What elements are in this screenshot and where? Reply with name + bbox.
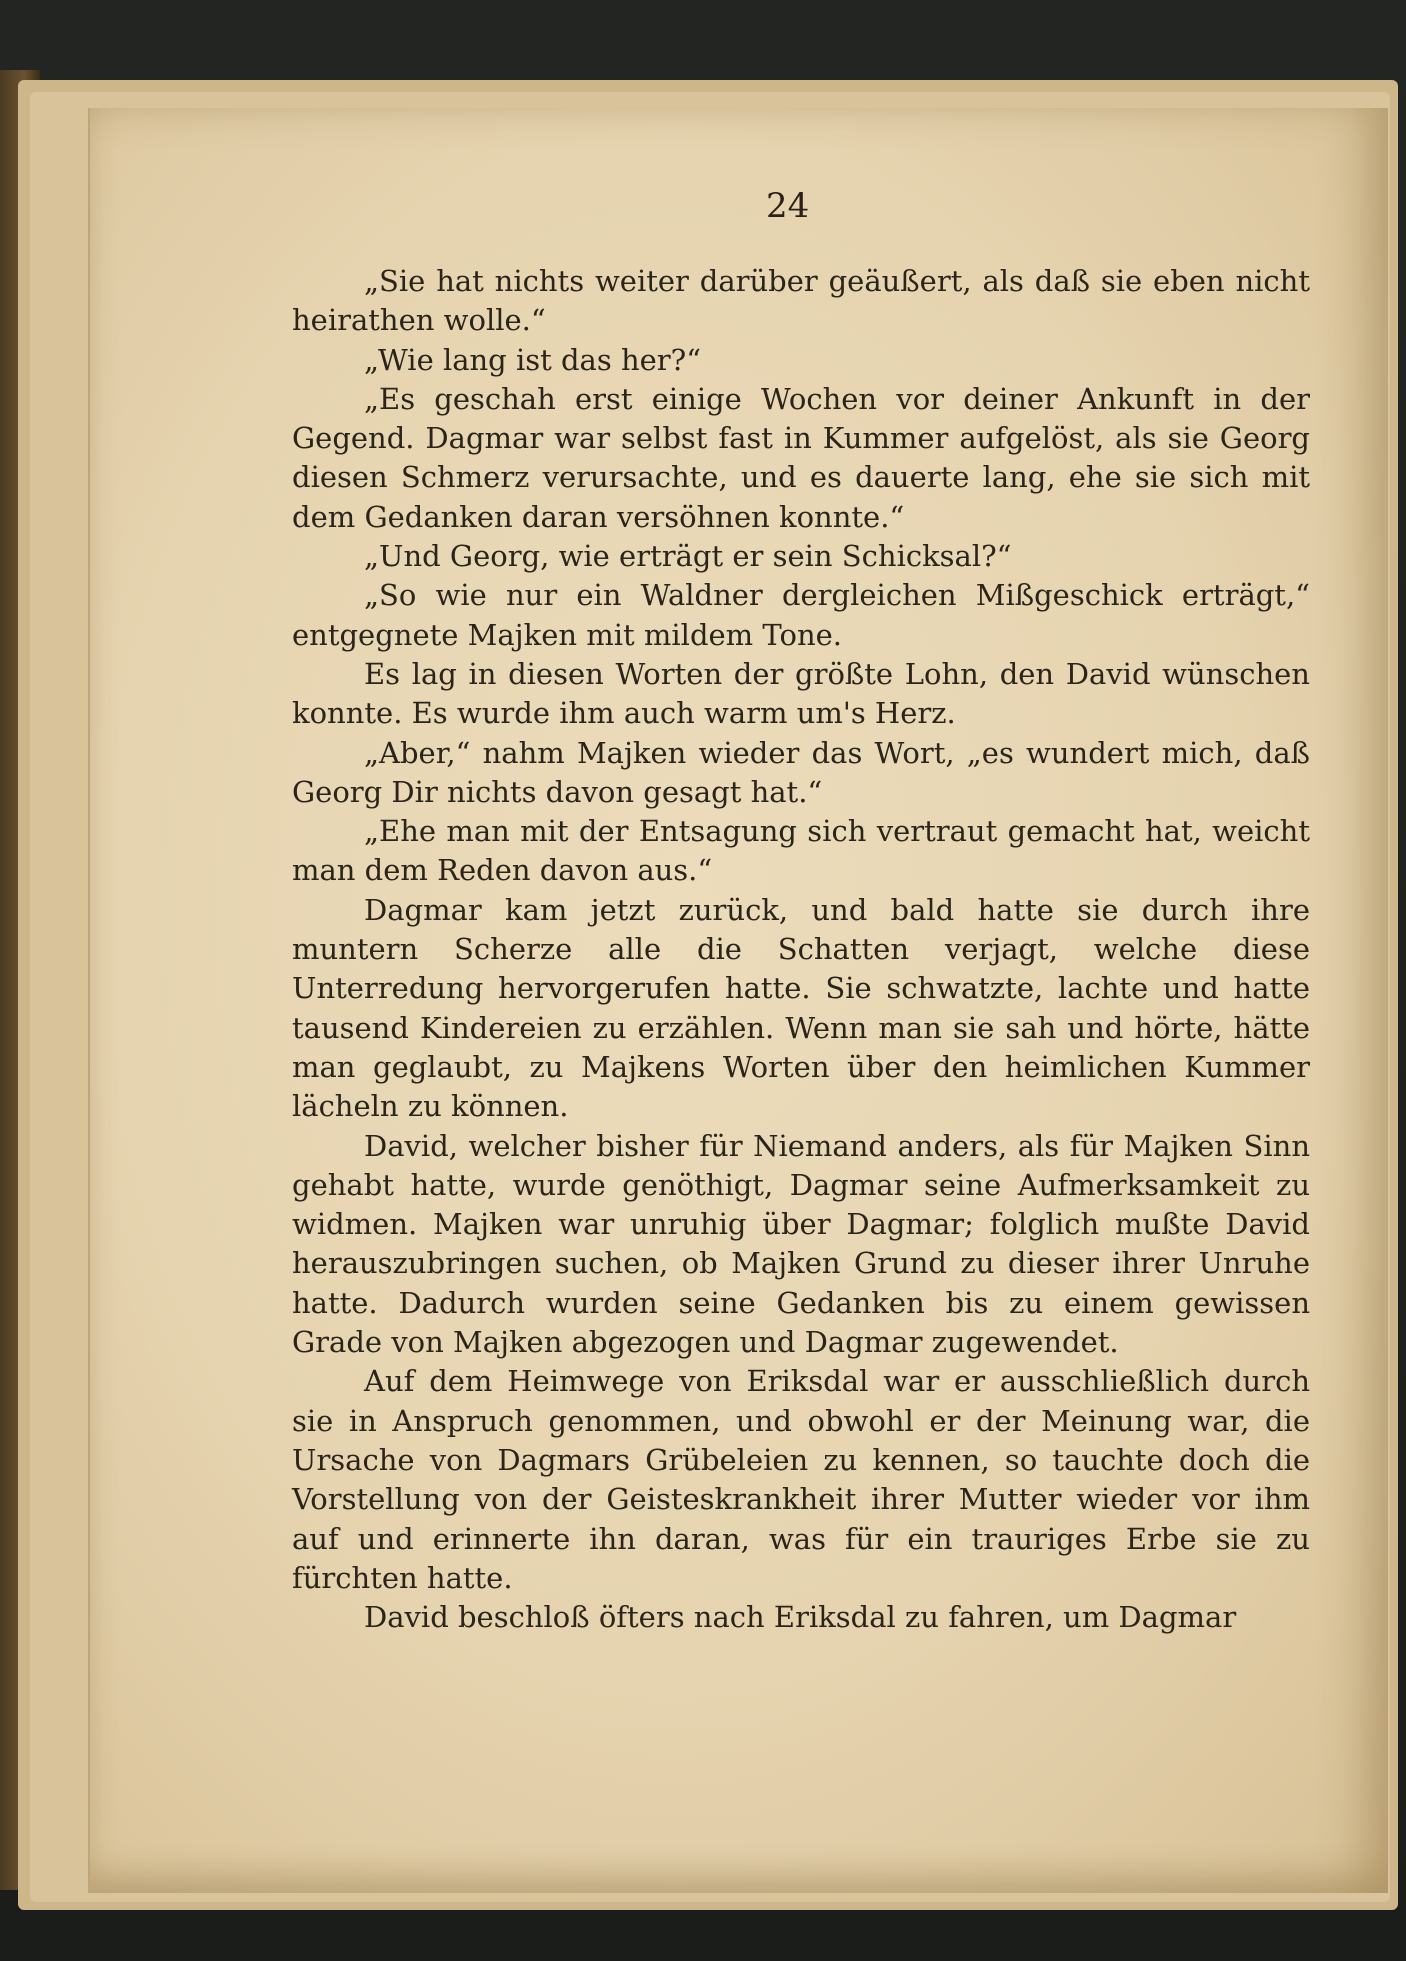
paragraph: Es lag in diesen Worten der größte Lohn, den David wünschen konnte. Es wurde ihm auch warm um's Herz. [292,656,1310,731]
paragraph: „Aber,“ nahm Majken wieder das Wort, „es wundert mich, daß Georg Dir nichts davon gesagt hat.“ [292,735,1310,809]
paragraph: Dagmar kam jetzt zurück, und bald hatte sie durch ihre muntern Scherze alle die Schatten verjagt, welche diese Unterredung hervorgerufen hatte. Sie schwatzte, lachte und hatte tausend Kindereien zu erzählen. Wenn man sie sah und hörte, hätte man geglaubt, zu Majkens Worten über den heimlichen Kummer lächeln zu können. [292,892,1310,1124]
paragraph: „Ehe man mit der Entsagung sich vertraut gemacht hat, weicht man dem Reden davon aus.“ [292,814,1310,888]
paragraph: „Wie lang ist das her?“ [364,342,702,377]
paragraph: „Es geschah erst einige Wochen vor deiner Ankunft in der Gegend. Dagmar war selbst fast in Kummer aufgelöst, als sie Georg diesen Schmerz verursachte, und es dauerte lang, ehe sie sich mit dem Gedanken daran versöhnen konnte.“ [292,381,1310,534]
paragraph: Auf dem Heimwege von Eriksdal war er ausschließlich durch sie in Anspruch genommen, und obwohl er der Meinung war, die Ursache von Dagmars Grübeleien zu kennen, so tauchte doch die Vorstellung von der Geisteskrankheit ihrer Mutter wieder vor ihm auf und erinnerte ihn daran, was für ein trauriges Erbe sie zu fürchten hatte. [292,1364,1310,1595]
paragraph: „Sie hat nichts weiter darüber geäußert, als daß sie eben nicht heirathen wolle.“ [292,264,1310,338]
paragraph: David, welcher bisher für Niemand anders, als für Majken Sinn gehabt hatte, wurde genöthigt, Dagmar seine Aufmerksamkeit zu widmen. Majken war unruhig über Dagmar; folglich mußte David herauszubringen suchen, ob Majken Grund zu dieser ihrer Unruhe hatte. Dadurch wurden seine Gedanken bis zu einem gewissen Grade von Majken abgezogen und Dagmar zugewendet. [292,1128,1310,1360]
paragraph: David beschloß öfters nach Eriksdal zu fahren, um Dagmar [364,1600,1237,1635]
paragraph: „So wie nur ein Waldner dergleichen Mißgeschick erträgt,“ entgegnete Majken mit mildem Tone. [292,578,1310,652]
paragraph: „Und Georg, wie erträgt er sein Schicksal?“ [364,539,1012,574]
page-text [292,262,1310,1637]
page-number: 24 [766,186,810,226]
